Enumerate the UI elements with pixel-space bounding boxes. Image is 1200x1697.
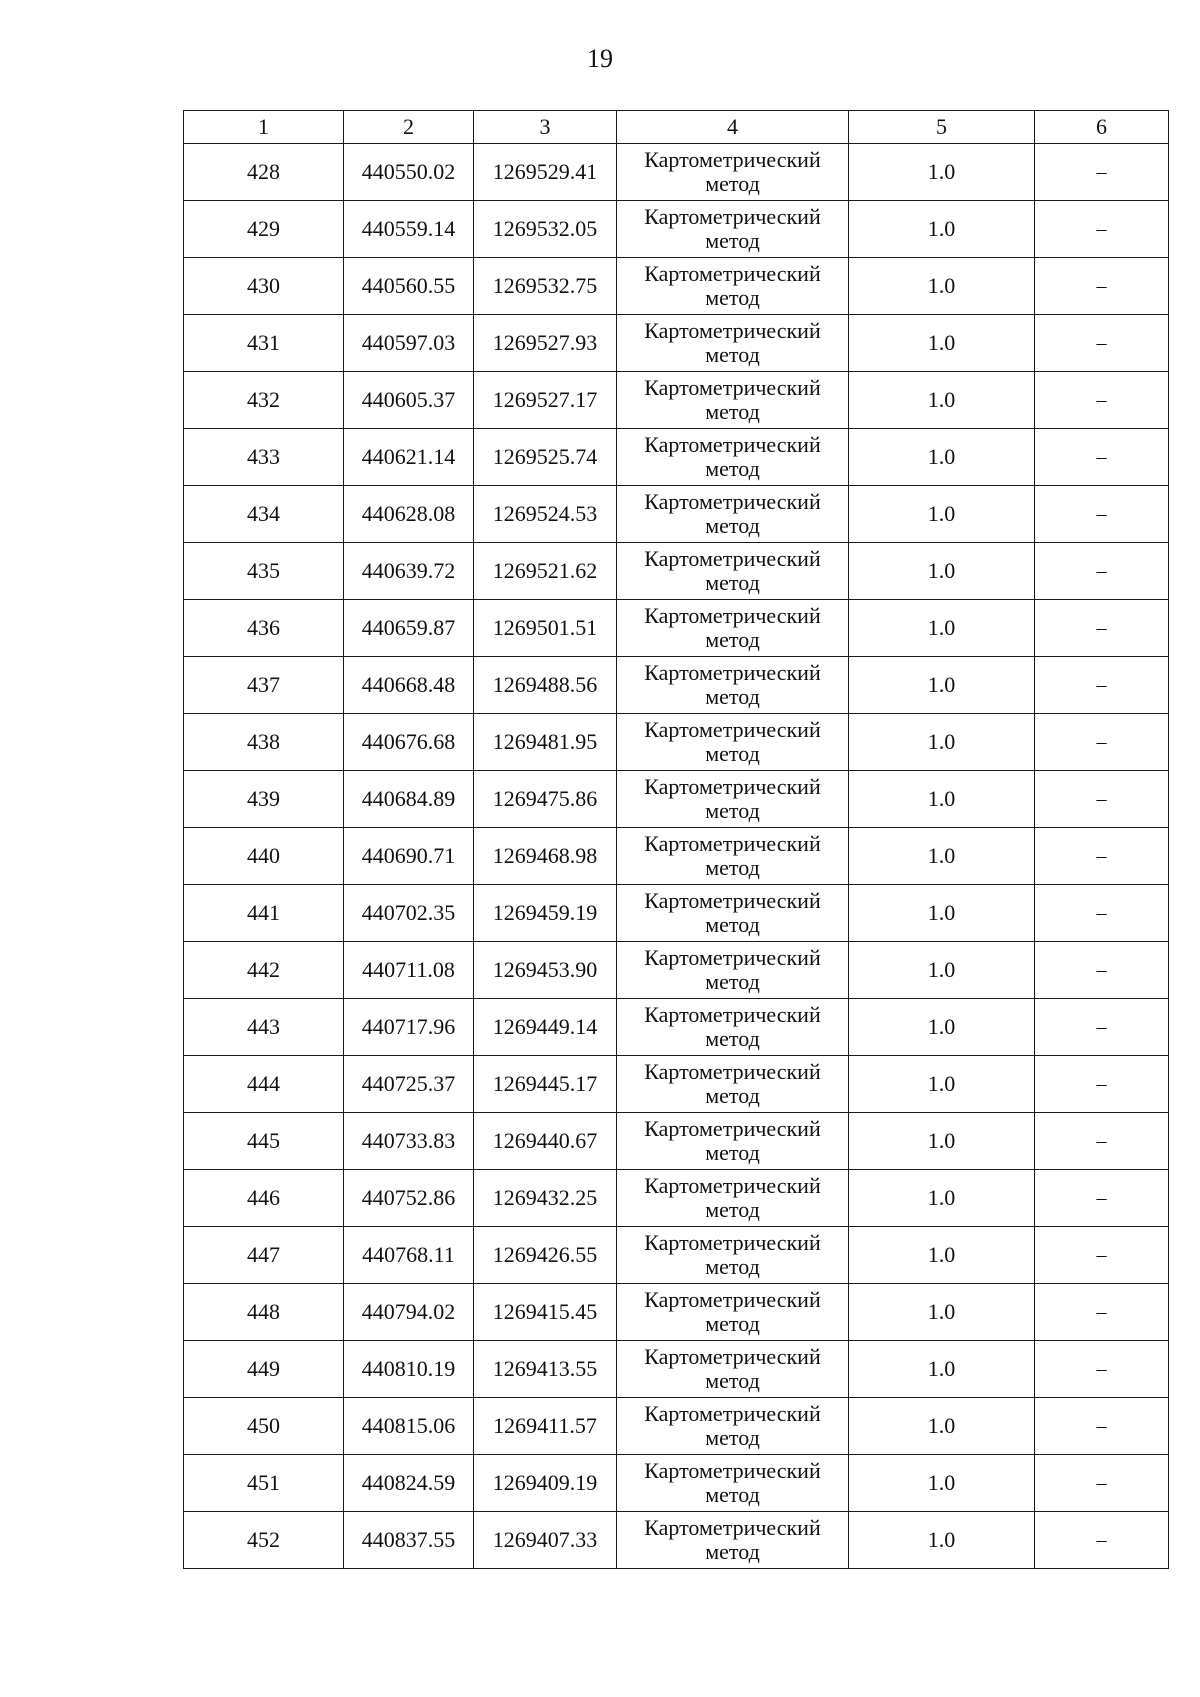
y-coordinate-cell: 1269468.98 [474, 828, 617, 885]
note-cell: – [1035, 600, 1169, 657]
note-cell: – [1035, 1113, 1169, 1170]
method-line-2: метод [705, 1311, 760, 1336]
method-line-1: Картометрический [644, 375, 821, 400]
x-coordinate-cell: 440560.55 [344, 258, 474, 315]
table-row [184, 1284, 1169, 1341]
y-coordinate-cell: 1269445.17 [474, 1056, 617, 1113]
point-number-cell: 451 [184, 1455, 344, 1512]
note-cell: – [1035, 1170, 1169, 1227]
method-line-2: метод [705, 1026, 760, 1051]
page-number: 19 [587, 44, 613, 73]
x-coordinate-cell: 440628.08 [344, 486, 474, 543]
note-cell: – [1035, 201, 1169, 258]
note-cell: – [1035, 258, 1169, 315]
method-cell [617, 1113, 849, 1170]
method-line-1: Картометрический [644, 1344, 821, 1369]
method-cell [617, 486, 849, 543]
method-cell [617, 372, 849, 429]
method-line-2: метод [705, 1140, 760, 1165]
x-coordinate-cell: 440717.96 [344, 999, 474, 1056]
method-line-1: Картометрический [644, 489, 821, 514]
method-line-1: Картометрический [644, 774, 821, 799]
method-cell [617, 1284, 849, 1341]
method-line-1: Картометрический [644, 261, 821, 286]
note-cell: – [1035, 372, 1169, 429]
table-row [184, 1341, 1169, 1398]
x-coordinate-cell: 440794.02 [344, 1284, 474, 1341]
y-coordinate-cell: 1269488.56 [474, 657, 617, 714]
x-coordinate-cell: 440768.11 [344, 1227, 474, 1284]
method-cell [617, 144, 849, 201]
point-number-cell: 432 [184, 372, 344, 429]
method-cell [617, 657, 849, 714]
table-row [184, 201, 1169, 258]
x-coordinate-cell: 440559.14 [344, 201, 474, 258]
x-coordinate-cell: 440597.03 [344, 315, 474, 372]
note-cell: – [1035, 1227, 1169, 1284]
accuracy-cell: 1.0 [849, 1170, 1035, 1227]
accuracy-cell: 1.0 [849, 372, 1035, 429]
x-coordinate-cell: 440621.14 [344, 429, 474, 486]
accuracy-cell: 1.0 [849, 543, 1035, 600]
point-number-cell: 436 [184, 600, 344, 657]
note-cell: – [1035, 657, 1169, 714]
y-coordinate-cell: 1269453.90 [474, 942, 617, 999]
method-line-2: метод [705, 912, 760, 937]
coordinates-table [183, 110, 1169, 1569]
method-line-2: метод [705, 513, 760, 538]
x-coordinate-cell: 440711.08 [344, 942, 474, 999]
accuracy-cell: 1.0 [849, 201, 1035, 258]
method-line-2: метод [705, 969, 760, 994]
point-number-cell: 441 [184, 885, 344, 942]
table-header [184, 111, 1169, 144]
y-coordinate-cell: 1269409.19 [474, 1455, 617, 1512]
note-cell: – [1035, 714, 1169, 771]
method-line-2: метод [705, 1425, 760, 1450]
method-line-1: Картометрический [644, 603, 821, 628]
y-coordinate-cell: 1269527.17 [474, 372, 617, 429]
method-cell [617, 1227, 849, 1284]
accuracy-cell: 1.0 [849, 486, 1035, 543]
y-coordinate-cell: 1269527.93 [474, 315, 617, 372]
method-cell [617, 942, 849, 999]
method-line-2: метод [705, 1083, 760, 1108]
method-line-2: метод [705, 1368, 760, 1393]
method-line-1: Картометрический [644, 204, 821, 229]
x-coordinate-cell: 440639.72 [344, 543, 474, 600]
method-line-1: Картометрический [644, 831, 821, 856]
y-coordinate-cell: 1269532.75 [474, 258, 617, 315]
note-cell: – [1035, 543, 1169, 600]
x-coordinate-cell: 440605.37 [344, 372, 474, 429]
header-cell-6: 6 [1035, 111, 1169, 144]
note-cell: – [1035, 1284, 1169, 1341]
note-cell: – [1035, 429, 1169, 486]
accuracy-cell: 1.0 [849, 657, 1035, 714]
y-coordinate-cell: 1269532.05 [474, 201, 617, 258]
note-cell: – [1035, 1056, 1169, 1113]
table-row [184, 657, 1169, 714]
method-line-2: метод [705, 855, 760, 880]
method-cell [617, 1341, 849, 1398]
point-number-cell: 429 [184, 201, 344, 258]
x-coordinate-cell: 440668.48 [344, 657, 474, 714]
y-coordinate-cell: 1269529.41 [474, 144, 617, 201]
note-cell: – [1035, 1341, 1169, 1398]
table-row [184, 1113, 1169, 1170]
table-row [184, 429, 1169, 486]
point-number-cell: 449 [184, 1341, 344, 1398]
method-line-2: метод [705, 342, 760, 367]
note-cell: – [1035, 885, 1169, 942]
accuracy-cell: 1.0 [849, 942, 1035, 999]
method-cell [617, 315, 849, 372]
accuracy-cell: 1.0 [849, 1512, 1035, 1569]
y-coordinate-cell: 1269525.74 [474, 429, 617, 486]
x-coordinate-cell: 440752.86 [344, 1170, 474, 1227]
method-cell [617, 543, 849, 600]
point-number-cell: 435 [184, 543, 344, 600]
method-cell [617, 429, 849, 486]
point-number-cell: 428 [184, 144, 344, 201]
accuracy-cell: 1.0 [849, 258, 1035, 315]
method-cell [617, 771, 849, 828]
note-cell: – [1035, 1398, 1169, 1455]
y-coordinate-cell: 1269475.86 [474, 771, 617, 828]
method-line-2: метод [705, 399, 760, 424]
x-coordinate-cell: 440815.06 [344, 1398, 474, 1455]
table-row [184, 600, 1169, 657]
point-number-cell: 434 [184, 486, 344, 543]
method-line-2: метод [705, 228, 760, 253]
table-row [184, 714, 1169, 771]
method-line-2: метод [705, 741, 760, 766]
accuracy-cell: 1.0 [849, 600, 1035, 657]
table-row [184, 543, 1169, 600]
point-number-cell: 446 [184, 1170, 344, 1227]
point-number-cell: 431 [184, 315, 344, 372]
table-row [184, 771, 1169, 828]
table-row [184, 1512, 1169, 1569]
point-number-cell: 439 [184, 771, 344, 828]
note-cell: – [1035, 315, 1169, 372]
x-coordinate-cell: 440733.83 [344, 1113, 474, 1170]
method-line-1: Картометрический [644, 1173, 821, 1198]
method-line-2: метод [705, 684, 760, 709]
table-row [184, 258, 1169, 315]
header-cell-4: 4 [617, 111, 849, 144]
accuracy-cell: 1.0 [849, 1455, 1035, 1512]
method-line-2: метод [705, 570, 760, 595]
note-cell: – [1035, 1455, 1169, 1512]
point-number-cell: 440 [184, 828, 344, 885]
y-coordinate-cell: 1269449.14 [474, 999, 617, 1056]
x-coordinate-cell: 440725.37 [344, 1056, 474, 1113]
x-coordinate-cell: 440810.19 [344, 1341, 474, 1398]
method-line-1: Картометрический [644, 432, 821, 457]
note-cell: – [1035, 942, 1169, 999]
method-line-1: Картометрический [644, 147, 821, 172]
y-coordinate-cell: 1269501.51 [474, 600, 617, 657]
table-row [184, 885, 1169, 942]
y-coordinate-cell: 1269426.55 [474, 1227, 617, 1284]
header-row [184, 111, 1169, 144]
method-cell [617, 885, 849, 942]
point-number-cell: 442 [184, 942, 344, 999]
method-cell [617, 258, 849, 315]
table-row [184, 999, 1169, 1056]
method-line-1: Картометрический [644, 318, 821, 343]
table-row [184, 1227, 1169, 1284]
header-cell-2: 2 [344, 111, 474, 144]
note-cell: – [1035, 144, 1169, 201]
note-cell: – [1035, 771, 1169, 828]
y-coordinate-cell: 1269407.33 [474, 1512, 617, 1569]
method-cell [617, 714, 849, 771]
note-cell: – [1035, 828, 1169, 885]
method-line-1: Картометрический [644, 717, 821, 742]
accuracy-cell: 1.0 [849, 1113, 1035, 1170]
method-line-1: Картометрический [644, 1116, 821, 1141]
point-number-cell: 433 [184, 429, 344, 486]
method-line-1: Картометрический [644, 888, 821, 913]
method-cell [617, 1056, 849, 1113]
note-cell: – [1035, 486, 1169, 543]
method-cell [617, 1512, 849, 1569]
method-line-1: Картометрический [644, 945, 821, 970]
method-line-1: Картометрический [644, 1401, 821, 1426]
method-line-2: метод [705, 798, 760, 823]
point-number-cell: 452 [184, 1512, 344, 1569]
accuracy-cell: 1.0 [849, 315, 1035, 372]
method-line-1: Картометрический [644, 1287, 821, 1312]
method-cell [617, 1398, 849, 1455]
method-line-2: метод [705, 1254, 760, 1279]
point-number-cell: 437 [184, 657, 344, 714]
point-number-cell: 444 [184, 1056, 344, 1113]
accuracy-cell: 1.0 [849, 714, 1035, 771]
y-coordinate-cell: 1269524.53 [474, 486, 617, 543]
accuracy-cell: 1.0 [849, 1398, 1035, 1455]
method-cell [617, 201, 849, 258]
method-line-1: Картометрический [644, 660, 821, 685]
method-line-2: метод [705, 1197, 760, 1222]
table-row [184, 1455, 1169, 1512]
method-cell [617, 828, 849, 885]
table-row [184, 144, 1169, 201]
method-cell [617, 1455, 849, 1512]
method-cell [617, 999, 849, 1056]
table-row [184, 1056, 1169, 1113]
method-line-2: метод [705, 627, 760, 652]
point-number-cell: 450 [184, 1398, 344, 1455]
x-coordinate-cell: 440550.02 [344, 144, 474, 201]
y-coordinate-cell: 1269432.25 [474, 1170, 617, 1227]
table-row [184, 486, 1169, 543]
point-number-cell: 430 [184, 258, 344, 315]
method-line-1: Картометрический [644, 1002, 821, 1027]
accuracy-cell: 1.0 [849, 885, 1035, 942]
accuracy-cell: 1.0 [849, 429, 1035, 486]
method-line-2: метод [705, 285, 760, 310]
y-coordinate-cell: 1269481.95 [474, 714, 617, 771]
note-cell: – [1035, 1512, 1169, 1569]
accuracy-cell: 1.0 [849, 771, 1035, 828]
method-line-1: Картометрический [644, 1059, 821, 1084]
accuracy-cell: 1.0 [849, 1284, 1035, 1341]
table-row [184, 942, 1169, 999]
accuracy-cell: 1.0 [849, 1056, 1035, 1113]
accuracy-cell: 1.0 [849, 1227, 1035, 1284]
point-number-cell: 447 [184, 1227, 344, 1284]
table-row [184, 1398, 1169, 1455]
x-coordinate-cell: 440659.87 [344, 600, 474, 657]
accuracy-cell: 1.0 [849, 999, 1035, 1056]
x-coordinate-cell: 440702.35 [344, 885, 474, 942]
method-line-1: Картометрический [644, 1230, 821, 1255]
method-line-1: Картометрический [644, 1515, 821, 1540]
method-cell [617, 600, 849, 657]
method-line-1: Картометрический [644, 546, 821, 571]
method-line-2: метод [705, 171, 760, 196]
table-row [184, 828, 1169, 885]
point-number-cell: 445 [184, 1113, 344, 1170]
x-coordinate-cell: 440690.71 [344, 828, 474, 885]
accuracy-cell: 1.0 [849, 144, 1035, 201]
table-row [184, 372, 1169, 429]
y-coordinate-cell: 1269411.57 [474, 1398, 617, 1455]
header-cell-5: 5 [849, 111, 1035, 144]
point-number-cell: 438 [184, 714, 344, 771]
method-line-2: метод [705, 456, 760, 481]
x-coordinate-cell: 440684.89 [344, 771, 474, 828]
table-body [184, 144, 1169, 1569]
x-coordinate-cell: 440837.55 [344, 1512, 474, 1569]
method-cell [617, 1170, 849, 1227]
table-row [184, 315, 1169, 372]
method-line-2: метод [705, 1482, 760, 1507]
method-line-2: метод [705, 1539, 760, 1564]
accuracy-cell: 1.0 [849, 828, 1035, 885]
method-line-1: Картометрический [644, 1458, 821, 1483]
y-coordinate-cell: 1269415.45 [474, 1284, 617, 1341]
y-coordinate-cell: 1269459.19 [474, 885, 617, 942]
x-coordinate-cell: 440824.59 [344, 1455, 474, 1512]
header-cell-3: 3 [474, 111, 617, 144]
note-cell: – [1035, 999, 1169, 1056]
y-coordinate-cell: 1269521.62 [474, 543, 617, 600]
point-number-cell: 443 [184, 999, 344, 1056]
point-number-cell: 448 [184, 1284, 344, 1341]
y-coordinate-cell: 1269440.67 [474, 1113, 617, 1170]
header-cell-1: 1 [184, 111, 344, 144]
y-coordinate-cell: 1269413.55 [474, 1341, 617, 1398]
accuracy-cell: 1.0 [849, 1341, 1035, 1398]
table-row [184, 1170, 1169, 1227]
x-coordinate-cell: 440676.68 [344, 714, 474, 771]
